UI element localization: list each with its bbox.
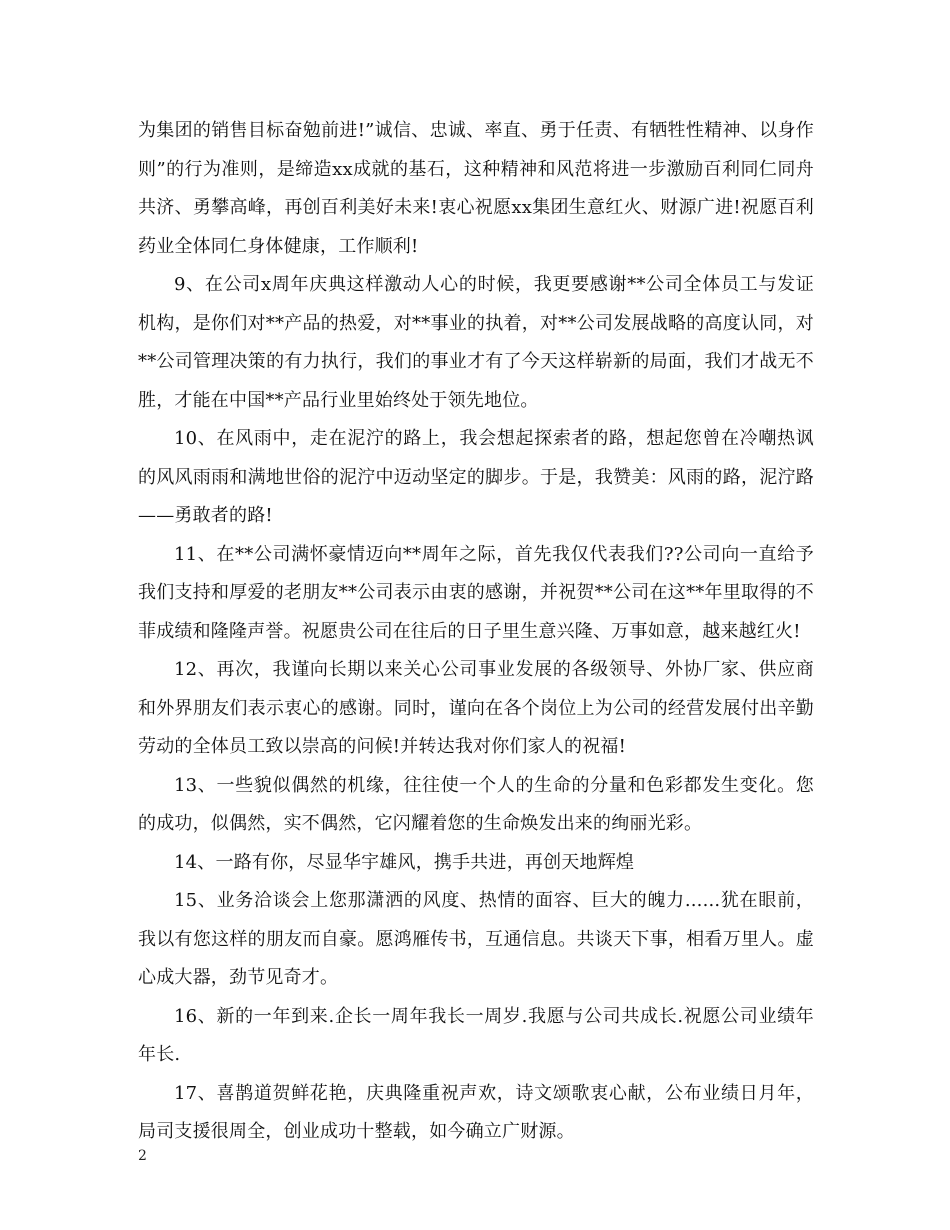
paragraph-15: 15、业务洽谈会上您那潇洒的风度、热情的面容、巨大的魄力......犹在眼前，我以有您这样的朋友而自豪。愿鸿雁传书，互通信息。共谈天下事，相看万里人。虚心成大器，劲节见奇才。	[138, 890, 814, 988]
paragraph-14: 14、一路有你，尽显华宇雄风，携手共进，再创天地辉煌	[174, 851, 635, 873]
page-number: 2	[138, 1148, 147, 1164]
paragraph-1: 为集团的销售目标奋勉前进!”诚信、忠诚、率直、勇于任责、有牺牲性精神、以身作则”的行为准则，是缔造xx成就的基石，这种精神和风范将进一步激励百利同仁同舟共济、勇攀高峰，再创百利美好未来!衷心祝愿xx集团生意红火、财源广进!祝愿百利药业全体同仁身体健康，工作顺利!	[138, 120, 814, 257]
paragraph-16: 16、新的一年到来.企长一周年我长一周岁.我愿与公司共成长.祝愿公司业绩年年长.	[138, 1005, 814, 1065]
paragraph-10: 10、在风雨中，走在泥泞的路上，我会想起探索者的路，想起您曾在冷嘲热讽的风风雨雨和满地世俗的泥泞中迈动坚定的脚步。于是，我赞美：风雨的路，泥泞路——勇敢者的路!	[138, 428, 814, 526]
paragraph-12: 12、再次，我谨向长期以来关心公司事业发展的各级领导、外协厂家、供应商和外界朋友们表示衷心的感谢。同时，谨向在各个岗位上为公司的经营发展付出辛勤劳动的全体员工致以崇高的问候!并转达我对你们家人的祝福!	[138, 659, 814, 757]
document-body	[138, 112, 814, 1152]
paragraph-17: 17、喜鹊道贺鲜花艳，庆典隆重祝声欢，诗文颂歌衷心献，公布业绩日月年，局司支援很周全，创业成功十整载，如今确立广财源。	[138, 1082, 814, 1142]
paragraph-13: 13、一些貌似偶然的机缘，往往使一个人的生命的分量和色彩都发生变化。您的成功，似偶然，实不偶然，它闪耀着您的生命焕发出来的绚丽光彩。	[138, 774, 814, 834]
paragraph-9: 9、在公司x周年庆典这样激动人心的时候，我更要感谢**公司全体员工与发证机构，是你们对**产品的热爱，对**事业的执着，对**公司发展战略的高度认同，对**公司管理决策的有力执行，我们的事业才有了今天这样崭新的局面，我们才战无不胜，才能在中国**产品行业里始终处于领先地位。	[138, 274, 814, 411]
paragraph-11: 11、在**公司满怀豪情迈向**周年之际，首先我仅代表我们??公司向一直给予我们支持和厚爱的老朋友**公司表示由衷的感谢，并祝贺**公司在这**年里取得的不菲成绩和隆隆声誉。祝愿贵公司在往后的日子里生意兴隆、万事如意，越来越红火!	[138, 543, 814, 642]
